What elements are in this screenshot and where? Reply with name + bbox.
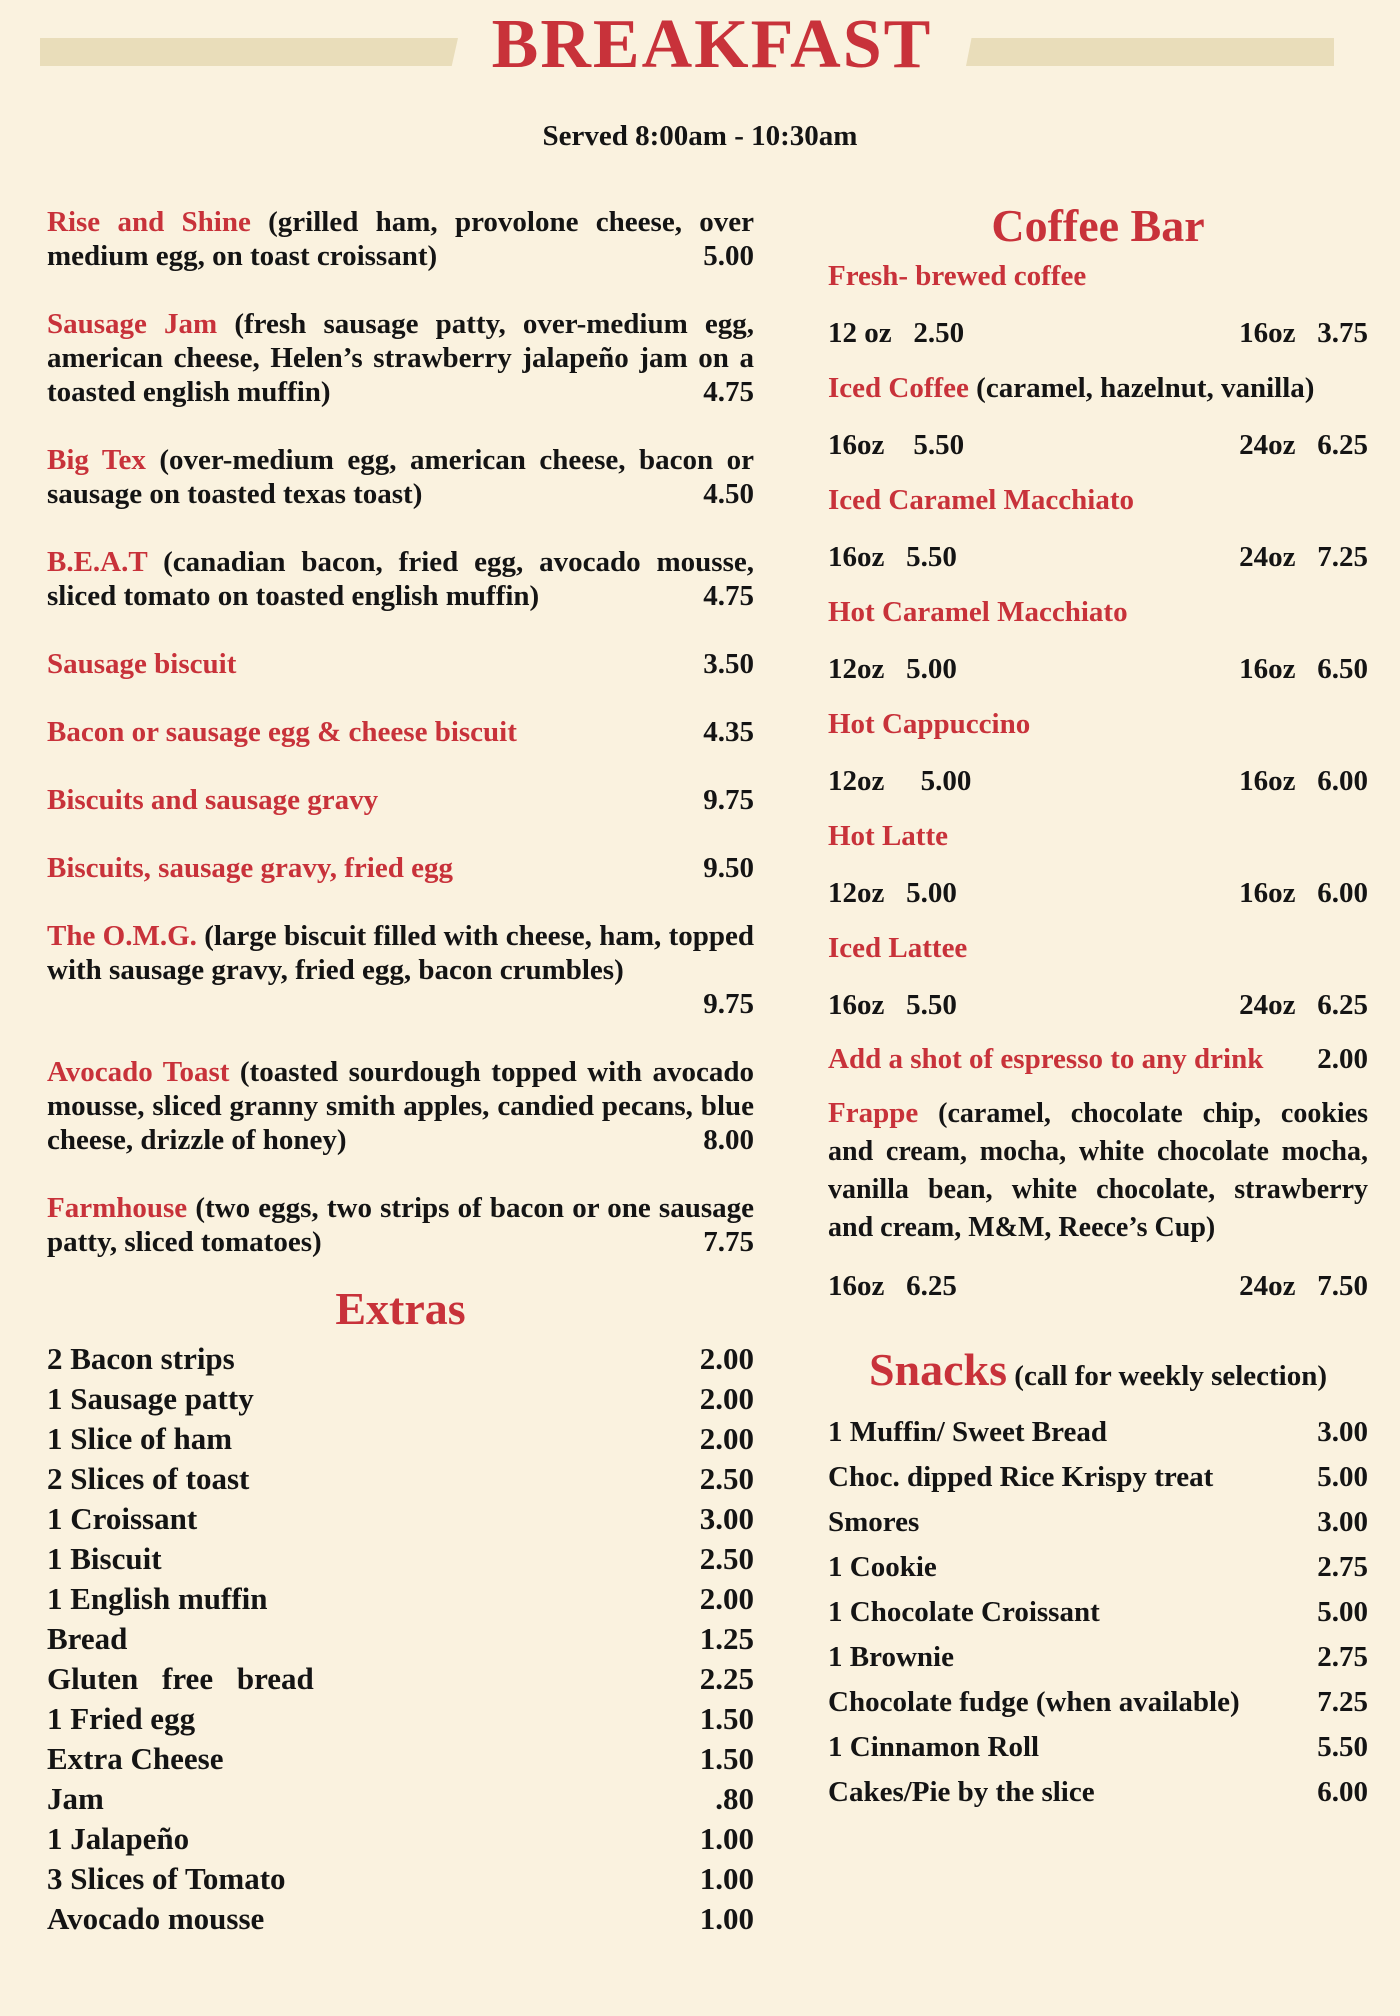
extra-price: 2.00 (699, 1421, 754, 1456)
size-label: 24oz (1239, 989, 1296, 1021)
snacks-title: Snacks (868, 1344, 1008, 1395)
extra-name: 1 Fried egg (47, 1701, 196, 1736)
extra-price: 2.50 (699, 1541, 754, 1576)
size-label: 12 oz (828, 317, 892, 349)
snack-name: Chocolate fudge (when available) (828, 1686, 1240, 1718)
extras-row (47, 1539, 754, 1579)
item-desc: (over-medium egg, american cheese, bacon or sausage on toasted texas toast) (47, 444, 754, 510)
extras-row (47, 1699, 754, 1739)
drink-name (828, 594, 1368, 630)
drink-name (828, 930, 1368, 966)
extras-row (47, 1459, 754, 1499)
drink-label: Hot Cappuccino (828, 708, 1031, 740)
menu-item (47, 851, 754, 885)
extra-price: 2.25 (699, 1661, 754, 1696)
extras-row (47, 1859, 754, 1899)
snack-price: 2.75 (1317, 1551, 1368, 1583)
snack-name: 1 Muffin/ Sweet Bread (828, 1416, 1107, 1448)
size-large (1239, 540, 1368, 574)
espresso-shot-label: Add a shot of espresso to any drink (828, 1043, 1264, 1075)
size-label: 16oz (828, 989, 885, 1021)
snack-row (828, 1545, 1368, 1590)
size-small (828, 428, 964, 462)
menu-item (47, 715, 754, 749)
espresso-shot-row (828, 1042, 1368, 1076)
snacks-header (828, 1343, 1368, 1396)
menu-item (47, 647, 754, 681)
size-label: 12oz (828, 877, 885, 909)
header-bar-left (40, 38, 458, 66)
extra-price: .80 (715, 1781, 754, 1816)
menu-item (47, 545, 754, 613)
drink-note: (caramel, hazelnut, vanilla) (968, 372, 1315, 404)
size-large (1239, 1269, 1368, 1303)
size-label: 12oz (828, 653, 885, 685)
drink-name (828, 482, 1368, 518)
snack-price: 3.00 (1317, 1506, 1368, 1538)
size-small (828, 316, 964, 350)
drink-label: Iced Lattee (828, 932, 968, 964)
size-label: 16oz (828, 429, 885, 461)
breakfast-column (47, 205, 754, 1939)
snack-name: Choc. dipped Rice Krispy treat (828, 1461, 1214, 1493)
extras-row (47, 1419, 754, 1459)
extra-price: 2.00 (699, 1341, 754, 1376)
drink-name (828, 258, 1368, 294)
size-price: 5.50 (906, 989, 957, 1021)
size-price: 7.25 (1317, 541, 1368, 573)
extra-name: 1 Slice of ham (47, 1421, 233, 1456)
extra-name: Avocado mousse (47, 1901, 265, 1936)
size-label: 24oz (1239, 429, 1296, 461)
item-price: 9.50 (703, 852, 754, 884)
item-price: 4.75 (703, 580, 754, 612)
extra-name: 1 English muffin (47, 1581, 268, 1616)
header-bar-right (966, 38, 1334, 66)
extras-row (47, 1499, 754, 1539)
extras-row (47, 1379, 754, 1419)
size-price: 5.50 (906, 541, 957, 573)
item-name: Big Tex (47, 444, 146, 476)
size-large (1239, 764, 1368, 798)
drink-name (828, 818, 1368, 854)
drink-sizes (828, 316, 1368, 350)
snack-name: 1 Chocolate Croissant (828, 1596, 1100, 1628)
extra-price: 2.50 (699, 1461, 754, 1496)
size-label: 24oz (1239, 1270, 1296, 1302)
extras-row (47, 1739, 754, 1779)
item-name: Biscuits and sausage gravy (47, 784, 379, 816)
extra-name: Extra Cheese (47, 1741, 224, 1776)
item-desc: (canadian bacon, fried egg, avocado mousse, sliced tomato on toasted english muffin) (47, 546, 754, 612)
size-price: 5.00 (920, 765, 972, 797)
frappe-flavors: (caramel, chocolate chip, cookies and cream, mocha, white chocolate mocha, vanilla bean, white chocolate, strawberry and cream, M&M, Reece’s Cup) (828, 1098, 1368, 1243)
extra-name: Gluten free bread (47, 1661, 314, 1696)
snack-name: 1 Brownie (828, 1641, 954, 1673)
coffee-bar-title: Coffee Bar (991, 200, 1205, 251)
size-small (828, 988, 957, 1022)
size-price: 6.00 (1317, 877, 1368, 909)
snack-row (828, 1455, 1368, 1500)
coffee-column (828, 200, 1368, 1815)
snacks-note: (call for weekly selection) (1007, 1360, 1328, 1392)
espresso-shot-price: 2.00 (1317, 1043, 1368, 1075)
extra-price: 1.25 (699, 1621, 754, 1656)
item-price: 9.75 (703, 784, 754, 816)
snack-row (828, 1680, 1368, 1725)
extra-name: Jam (47, 1781, 104, 1816)
item-price: 3.50 (703, 648, 754, 680)
size-price: 6.00 (1317, 765, 1368, 797)
item-name: The O.M.G. (47, 920, 197, 952)
extra-price: 2.00 (699, 1381, 754, 1416)
snack-price: 6.00 (1317, 1776, 1368, 1808)
size-label: 24oz (1239, 541, 1296, 573)
extra-price: 1.50 (699, 1741, 754, 1776)
snack-row (828, 1725, 1368, 1770)
extra-price: 1.00 (699, 1861, 754, 1896)
size-label: 16oz (1239, 653, 1296, 685)
item-name: Biscuits, sausage gravy, fried egg (47, 852, 453, 884)
extra-price: 1.50 (699, 1701, 754, 1736)
menu-item (47, 307, 754, 409)
item-desc: (two eggs, two strips of bacon or one sausage patty, sliced tomatoes) (47, 1192, 754, 1258)
drink-sizes (828, 652, 1368, 686)
size-label: 12oz (828, 765, 885, 797)
extra-name: 1 Jalapeño (47, 1821, 190, 1856)
frappe-sizes (828, 1269, 1368, 1303)
extra-price: 2.00 (699, 1581, 754, 1616)
size-large (1239, 652, 1368, 686)
item-price: 8.00 (703, 1124, 754, 1156)
drink-name (828, 706, 1368, 742)
drink-sizes (828, 428, 1368, 462)
snack-row (828, 1635, 1368, 1680)
size-large (1239, 316, 1368, 350)
item-name: Rise and Shine (47, 206, 251, 238)
snack-price: 5.50 (1317, 1731, 1368, 1763)
size-label: 16oz (828, 1270, 885, 1302)
extra-name: 1 Sausage patty (47, 1381, 254, 1416)
drink-label: Hot Caramel Macchiato (828, 596, 1128, 628)
snack-name: 1 Cinnamon Roll (828, 1731, 1040, 1763)
size-small (828, 1269, 957, 1303)
item-name: Avocado Toast (47, 1056, 230, 1088)
size-small (828, 540, 957, 574)
item-name: Bacon or sausage egg & cheese biscuit (47, 716, 517, 748)
extras-row (47, 1779, 754, 1819)
item-desc: (large biscuit filled with cheese, ham, topped with sausage gravy, fried egg, bacon crumbles) (47, 920, 754, 986)
size-small (828, 876, 957, 910)
frappe-name: Frappe (828, 1097, 919, 1129)
size-price: 6.50 (1317, 653, 1368, 685)
extras-row (47, 1659, 754, 1699)
item-price: 4.75 (703, 376, 754, 408)
size-price: 6.25 (1317, 989, 1368, 1021)
extra-price: 3.00 (699, 1501, 754, 1536)
item-price: 4.50 (703, 478, 754, 510)
item-price: 5.00 (703, 240, 754, 272)
drink-label: Iced Caramel Macchiato (828, 484, 1135, 516)
drink-sizes (828, 988, 1368, 1022)
extras-title: Extras (335, 1283, 466, 1334)
menu-item (47, 919, 754, 1021)
snack-row (828, 1590, 1368, 1635)
item-name: B.E.A.T (47, 546, 148, 578)
drink-name (828, 370, 1368, 406)
item-price: 4.35 (703, 716, 754, 748)
extra-name: 2 Bacon strips (47, 1341, 235, 1376)
snack-name: Smores (828, 1506, 920, 1538)
snack-name: 1 Cookie (828, 1551, 937, 1583)
snack-row (828, 1410, 1368, 1455)
size-price: 6.25 (906, 1270, 957, 1302)
snack-row (828, 1500, 1368, 1545)
extra-name: 1 Croissant (47, 1501, 198, 1536)
size-price: 5.00 (906, 653, 957, 685)
item-desc: (fresh sausage patty, over-medium egg, american cheese, Helen’s strawberry jalapeño jam on a toasted english muffin) (47, 308, 754, 408)
size-price: 5.50 (913, 429, 965, 461)
drink-label: Iced Coffee (828, 372, 969, 404)
size-small (828, 652, 957, 686)
snack-price: 2.75 (1317, 1641, 1368, 1673)
size-label: 16oz (828, 541, 885, 573)
extras-row (47, 1899, 754, 1939)
extras-row (47, 1579, 754, 1619)
snack-price: 3.00 (1317, 1416, 1368, 1448)
drink-label: Fresh- brewed coffee (828, 260, 1087, 292)
extra-name: 2 Slices of toast (47, 1461, 250, 1496)
menu-item (47, 1191, 754, 1259)
size-label: 16oz (1239, 765, 1296, 797)
extra-name: 3 Slices of Tomato (47, 1861, 286, 1896)
drink-sizes (828, 540, 1368, 574)
menu-item (47, 783, 754, 817)
extra-price: 1.00 (699, 1821, 754, 1856)
extra-name: 1 Biscuit (47, 1541, 162, 1576)
extras-row (47, 1339, 754, 1379)
item-desc: (toasted sourdough topped with avocado mousse, sliced granny smith apples, candied pecans, blue cheese, drizzle of honey) (47, 1056, 754, 1156)
size-price: 6.25 (1317, 429, 1368, 461)
size-price: 2.50 (913, 317, 965, 349)
extras-row (47, 1619, 754, 1659)
item-name: Sausage biscuit (47, 648, 237, 680)
size-label: 16oz (1239, 317, 1296, 349)
size-small (828, 764, 971, 798)
snack-row (828, 1770, 1368, 1815)
frappe-description (828, 1094, 1368, 1247)
served-hours: Served 8:00am - 10:30am (542, 120, 858, 152)
page-title: BREAKFAST (491, 6, 933, 83)
size-price: 7.50 (1317, 1270, 1368, 1302)
size-large (1239, 988, 1368, 1022)
snack-name: Cakes/Pie by the slice (828, 1776, 1095, 1808)
item-name: Sausage Jam (47, 308, 218, 340)
drink-sizes (828, 876, 1368, 910)
size-large (1239, 428, 1368, 462)
item-price: 9.75 (703, 988, 754, 1020)
item-name: Farmhouse (47, 1192, 188, 1224)
drink-sizes (828, 764, 1368, 798)
snack-price: 7.25 (1317, 1686, 1368, 1718)
menu-item (47, 1055, 754, 1157)
snack-price: 5.00 (1317, 1461, 1368, 1493)
menu-item (47, 443, 754, 511)
extras-row (47, 1819, 754, 1859)
extra-name: Bread (47, 1621, 128, 1656)
size-price: 5.00 (906, 877, 957, 909)
item-desc: (grilled ham, provolone cheese, over medium egg, on toast croissant) (47, 206, 754, 272)
drink-label: Hot Latte (828, 820, 948, 852)
menu-item (47, 205, 754, 273)
size-label: 16oz (1239, 877, 1296, 909)
snack-price: 5.00 (1317, 1596, 1368, 1628)
size-price: 3.75 (1317, 317, 1368, 349)
item-price: 7.75 (703, 1226, 754, 1258)
extra-price: 1.00 (699, 1901, 754, 1936)
size-large (1239, 876, 1368, 910)
